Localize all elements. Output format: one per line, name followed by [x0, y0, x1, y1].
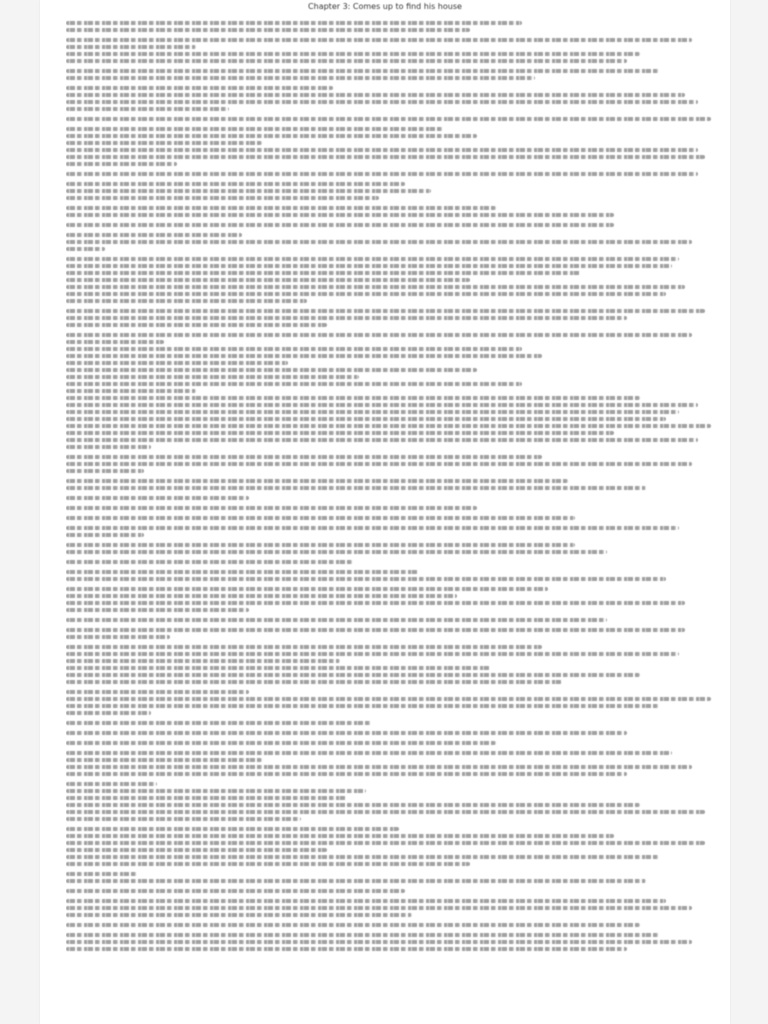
paragraph [66, 560, 718, 564]
paragraph [66, 117, 718, 121]
paragraph [66, 782, 718, 821]
paragraph [66, 628, 718, 639]
paragraph [66, 86, 718, 111]
paragraph [66, 889, 718, 893]
paragraph [66, 38, 718, 63]
document-page [40, 0, 730, 1024]
paragraph [66, 127, 718, 166]
paragraph [66, 455, 718, 473]
paragraph [66, 587, 718, 612]
paragraph [66, 223, 718, 227]
paragraph [66, 543, 718, 554]
paragraph [66, 496, 718, 500]
paragraph [66, 618, 718, 622]
paragraph [66, 309, 718, 327]
paragraph [66, 479, 718, 490]
paragraph [66, 933, 718, 951]
paragraph [66, 182, 718, 200]
paragraph [66, 741, 718, 745]
paragraph [66, 333, 718, 449]
paragraph [66, 206, 718, 217]
body-text [66, 18, 718, 1018]
paragraph [66, 516, 718, 520]
paragraph [66, 923, 718, 927]
paragraph [66, 570, 718, 581]
paragraph [66, 751, 718, 776]
paragraph [66, 233, 718, 251]
chapter-title: Chapter 3: Comes up to find his house [308, 2, 462, 11]
paragraph [66, 21, 718, 32]
paragraph [66, 645, 718, 684]
paragraph [66, 731, 718, 735]
paragraph [66, 69, 718, 80]
paragraph [66, 872, 718, 883]
paragraph [66, 827, 718, 866]
paragraph [66, 526, 718, 537]
paragraph [66, 721, 718, 725]
paragraph [66, 690, 718, 715]
paragraph [66, 257, 718, 303]
paragraph [66, 506, 718, 510]
paragraph [66, 899, 718, 917]
paragraph [66, 172, 718, 176]
